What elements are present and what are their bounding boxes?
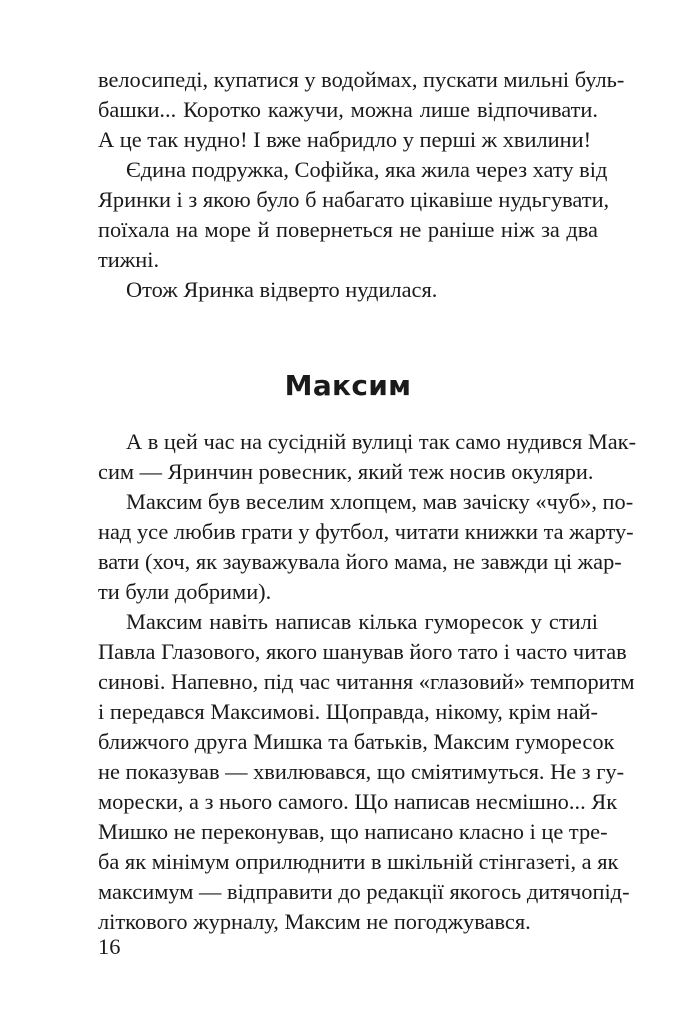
text-line: синові. Напевно, під час читання «глазовий» темпоритм: [98, 669, 635, 694]
text-line: Отож Яринка відверто нудилася.: [126, 277, 438, 302]
text-line: не показував — хвилювався, що сміятимуться. Не з гу-: [98, 759, 625, 784]
text-line: і передався Максимові. Щоправда, нікому, крім най-: [98, 699, 598, 724]
text-line: літкового журналу, Максим не погоджувався.: [98, 909, 531, 934]
text-line: тижні.: [98, 247, 160, 272]
text-line: Максим навіть написав кілька гуморесок у стилі: [126, 609, 598, 634]
text-line: ба як мінімум оприлюднити в шкільній стінгазеті, а як: [98, 849, 619, 874]
text-line: А це так нудно! І вже набридло у перші ж хвилини!: [98, 127, 592, 152]
section-heading: Максим: [284, 369, 412, 402]
text-line: Павла Глазового, якого шанував його тато і часто читав: [98, 639, 627, 664]
text-line: морески, а з нього самого. Що написав несмішно... Як: [98, 789, 618, 814]
text-line: ти були добрими).: [98, 579, 272, 604]
text-line: Мишко не переконував, що написано класно і це тре-: [98, 819, 608, 844]
text-line: Єдина подружка, Софійка, яка жила через хату від: [126, 157, 608, 182]
text-line: над усе любив грати у футбол, читати книжки та жарту-: [98, 519, 634, 544]
text-line: поїхала на море й повернеться не раніше ніж за два: [98, 217, 598, 242]
text-line: сим — Яринчин ровесник, який теж носив окуляри.: [98, 459, 594, 484]
page-number: 16: [98, 934, 121, 959]
text-line: максимум — відправити до редакції якогось дитячопід-: [98, 879, 630, 904]
text-line: А в цей час на сусідній вулиці так само нудився Мак-: [126, 429, 637, 454]
text-line: башки... Коротко кажучи, можна лише відпочивати.: [98, 97, 598, 122]
text-line: ближчого друга Мишка та батьків, Максим гуморесок: [98, 729, 615, 754]
text-line: вати (хоч, як зауважувала його мама, не завжди ці жар-: [98, 549, 622, 574]
text-line: Максим був веселим хлопцем, мав зачіску «чуб», по-: [126, 489, 634, 514]
text-line: велосипеді, купатися у водоймах, пускати мильні буль-: [98, 67, 625, 92]
text-line: Яринки і з якою було б набагато цікавіше нудьгувати,: [98, 187, 610, 212]
